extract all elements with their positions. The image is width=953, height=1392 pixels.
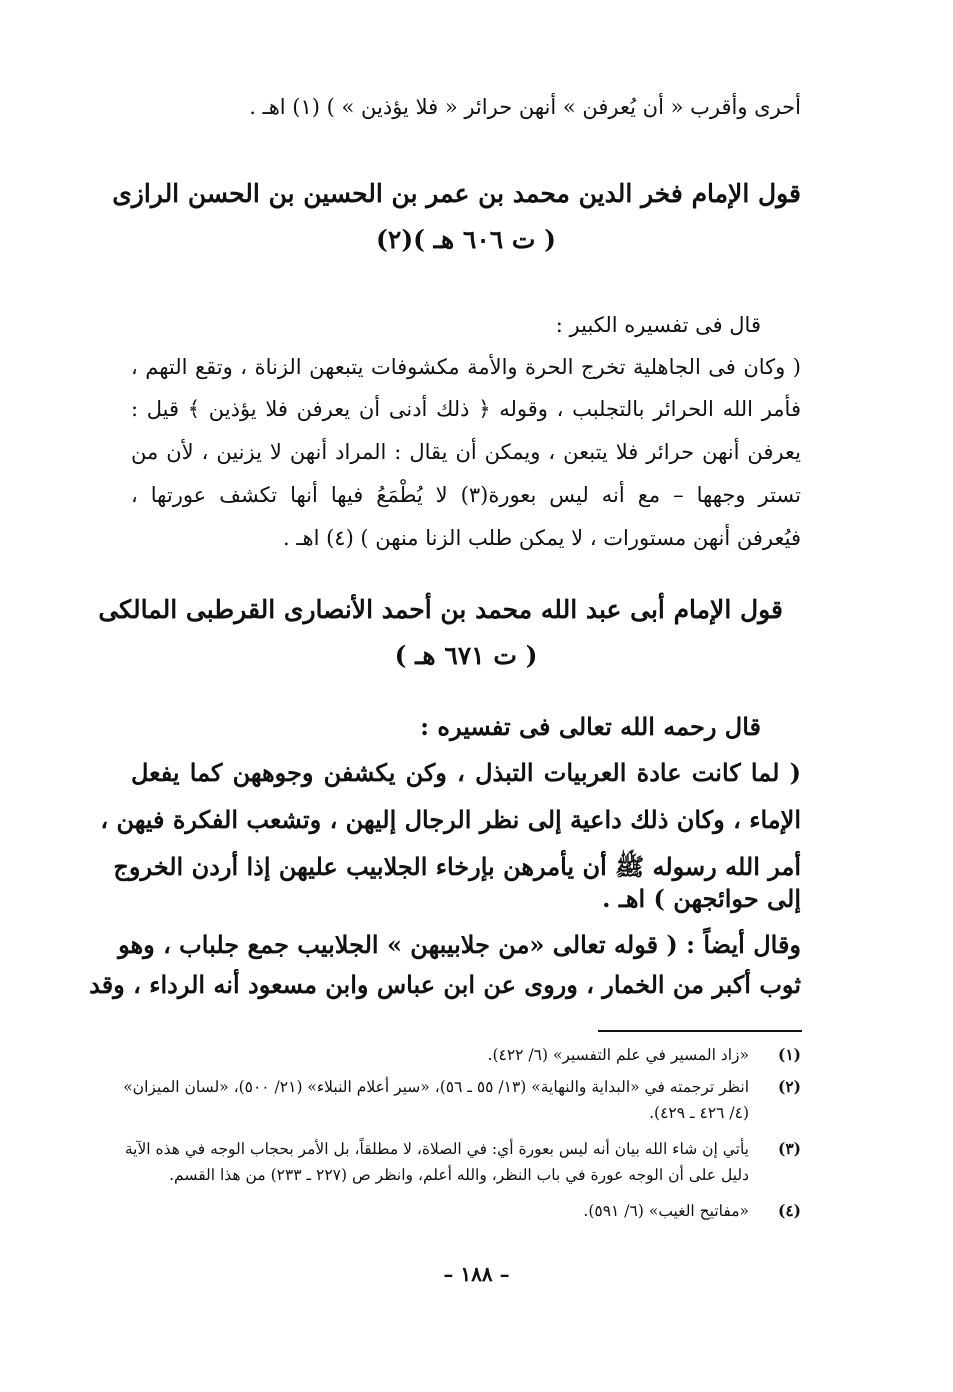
page-number: – ١٨٨ – <box>443 1262 510 1286</box>
section2-line: قال رحمه الله تعالى فى تفسيره : <box>420 712 761 741</box>
footnote-number: (٤) <box>777 1201 801 1220</box>
section2-line: ثوب أكبر من الخمار ، وروى عن ابن عباس وابن مسعود أنه الرداء ، وقد <box>89 970 801 999</box>
section2-date: ( ت ٦٧١ هـ ) <box>394 641 538 670</box>
footnote-separator <box>598 1030 802 1032</box>
section1-date: ( ت ٦٠٦ هـ )(٢) <box>376 225 556 254</box>
footnote-text: «مفاتيح الغيب» (٦/ ٥٩١). <box>583 1202 749 1220</box>
footnote-2 <box>123 1074 801 1126</box>
footnote-4 <box>131 1198 801 1224</box>
footnote-text: يأتي إن شاء الله بيان أنه ليس بعورة أي: في الصلاة، لا مطلقاً، بل الأمر بحجاب الوجه في هذه الآية <box>124 1140 749 1158</box>
section2-line: إلى حوائجهن ) اهـ . <box>602 884 801 913</box>
footnote-text: دليل على أن الوجه عورة في باب النظر، والله أعلم، وانظر ص (٢٢٧ ـ ٢٣٣) من هذا القسم. <box>169 1166 749 1184</box>
footnote-text: (٤/ ٤٢٦ ـ ٤٢٩). <box>649 1104 749 1122</box>
section1-line: فأمر الله الحرائر بالتجلبب ، وقوله ﴿ ذلك أدنى أن يعرفن فلا يؤذين ﴾ قيل : <box>131 397 801 421</box>
footnote-number: (٢) <box>777 1077 801 1096</box>
section2-line: وقال أيضاً : ( قوله تعالى «من جلابيبهن » الجلابيب جمع جلباب ، وهو <box>118 930 801 959</box>
footnote-text: «زاد المسير في علم التفسير» (٦/ ٤٢٢). <box>487 1046 749 1064</box>
section1-line: تستر وجهها – مع أنه ليس بعورة(٣) لا يُطْمَعُ فيها أنها تكشف عورتها ، <box>131 483 801 507</box>
section2-heading: قول الإمام أبى عبد الله محمد بن أحمد الأنصارى القرطبى المالكى <box>98 595 783 624</box>
section1-line: ( وكان فى الجاهلية تخرج الحرة والأمة مكشوفات يتبعهن الزناة ، وتقع التهم ، <box>131 355 801 379</box>
footnote-text: انظر ترجمته في «البداية والنهاية» (١٣/ ٥٥ ـ ٥٦)، «سير أعلام النبلاء» (٢١/ ٥٠٠)، «لسان الميزان» <box>123 1078 749 1096</box>
section2-line: أمر الله رسوله ﷺ أن يأمرهن بإرخاء الجلابيب عليهن إذا أردن الخروج <box>113 852 801 881</box>
intro-line: أحرى وأقرب « أن يُعرفن » أنهن حرائر « فلا يؤذين » ) (١) اهـ . <box>249 95 801 119</box>
footnote-number: (٣) <box>777 1139 801 1158</box>
footnote-number: (١) <box>777 1045 801 1064</box>
section1-line: فيُعرفن أنهن مستورات ، لا يمكن طلب الزنا منهن ) (٤) اهـ . <box>283 526 801 550</box>
section1-line: يعرفن أنهن حرائر فلا يتبعن ، ويمكن أن يقال : المراد أنهن لا يزنين ، لأن من <box>131 440 801 464</box>
section1-heading: قول الإمام فخر الدين محمد بن عمر بن الحسين بن الحسن الرازى <box>112 179 801 208</box>
section1-line: قال فى تفسيره الكبير : <box>555 313 761 337</box>
footnote-1 <box>131 1042 801 1068</box>
section2-line: ( لما كانت عادة العربيات التبذل ، وكن يكشفن وجوههن كما يفعل <box>131 758 801 787</box>
footnote-3 <box>124 1136 801 1188</box>
section2-line: الإماء ، وكان ذلك داعية إلى نظر الرجال إليهن ، وتشعب الفكرة فيهن ، <box>100 805 801 834</box>
